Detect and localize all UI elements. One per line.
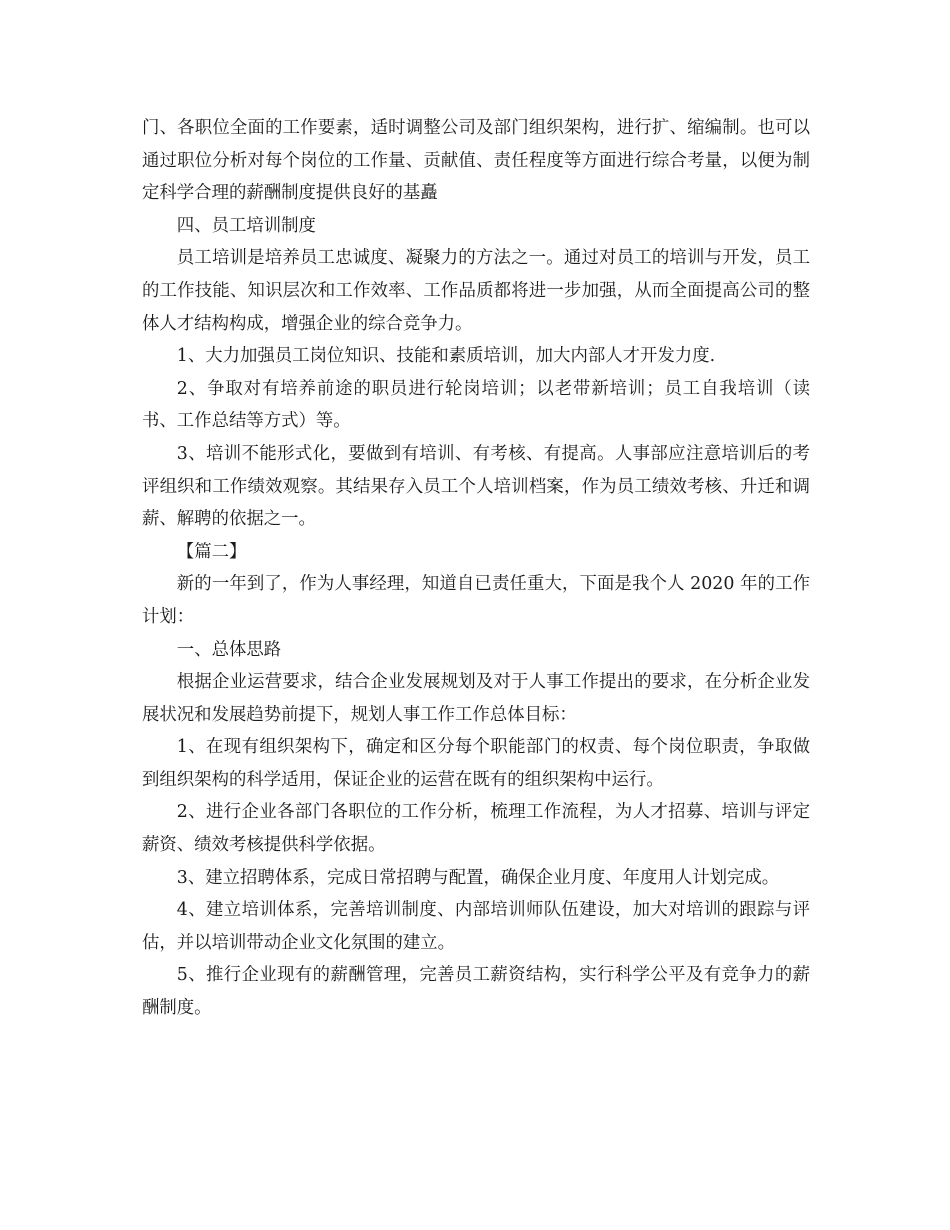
list-item-goal-2: 2、进行企业各部门各职位的工作分析，梳理工作流程，为人才招募、培训与评定薪资、绩效考核提供科学依据。 <box>142 802 810 856</box>
list-item-training-2: 2、争取对有培养前途的职员进行轮岗培训；以老带新培训；员工自我培训（读书、工作总结等方式）等。 <box>142 378 810 432</box>
list-item-training-1: 1、大力加强员工岗位知识、技能和素质培训，加大内部人才开发力度. <box>176 346 716 367</box>
document-body <box>142 112 810 1025</box>
list-item-goal-1: 1、在现有组织架构下，确定和区分每个职能部门的权责、每个岗位职责，争取做到组织架构的科学适用，保证企业的运营在既有的组织架构中运行。 <box>142 737 810 790</box>
section-heading-overall: 一、总体思路 <box>176 639 282 660</box>
section-heading-part-two: 【篇二】 <box>176 541 247 562</box>
paragraph-continuation: 门、各职位全面的工作要素，适时调整公司及部门组织架构，进行扩、缩编制。也可以通过职位分析对每个岗位的工作量、贡献值、责任程度等方面进行综合考量，以便为制定科学合理的薪酬制度提供良好的基矗 <box>142 118 810 204</box>
paragraph-training-intro: 员工培训是培养员工忠诚度、凝聚力的方法之一。通过对员工的培训与开发，员工的工作技能、知识层次和工作效率、工作品质都将进一步加强，从而全面提高公司的整体人才结构构成，增强企业的综合竞争力。 <box>142 248 810 334</box>
paragraph-new-year: 新的一年到了，作为人事经理，知道自已责任重大，下面是我个人 2020 年的工作计划： <box>142 574 810 627</box>
list-item-goal-3: 3、建立招聘体系，完成日常招聘与配置，确保企业月度、年度用人计划完成。 <box>176 867 780 888</box>
list-item-training-3: 3、培训不能形式化，要做到有培训、有考核、有提高。人事部应注意培训后的考评组织和工作绩效观察。其结果存入员工个人培训档案，作为员工绩效考核、升迁和调薪、解聘的依据之一。 <box>142 443 810 530</box>
paragraph-overall-intro: 根据企业运营要求，结合企业发展规划及对于人事工作提出的要求，在分析企业发展状况和发展趋势前提下，规划人事工作工作总体目标： <box>142 672 810 725</box>
list-item-goal-4: 4、建立培训体系，完善培训制度、内部培训师队伍建设，加大对培训的跟踪与评估，并以培训带动企业文化氛围的建立。 <box>142 900 810 953</box>
section-heading-training: 四、员工培训制度 <box>176 215 316 236</box>
list-item-goal-5: 5、推行企业现有的薪酬管理，完善员工薪资结构，实行科学公平及有竞争力的薪酬制度。 <box>142 965 810 1019</box>
